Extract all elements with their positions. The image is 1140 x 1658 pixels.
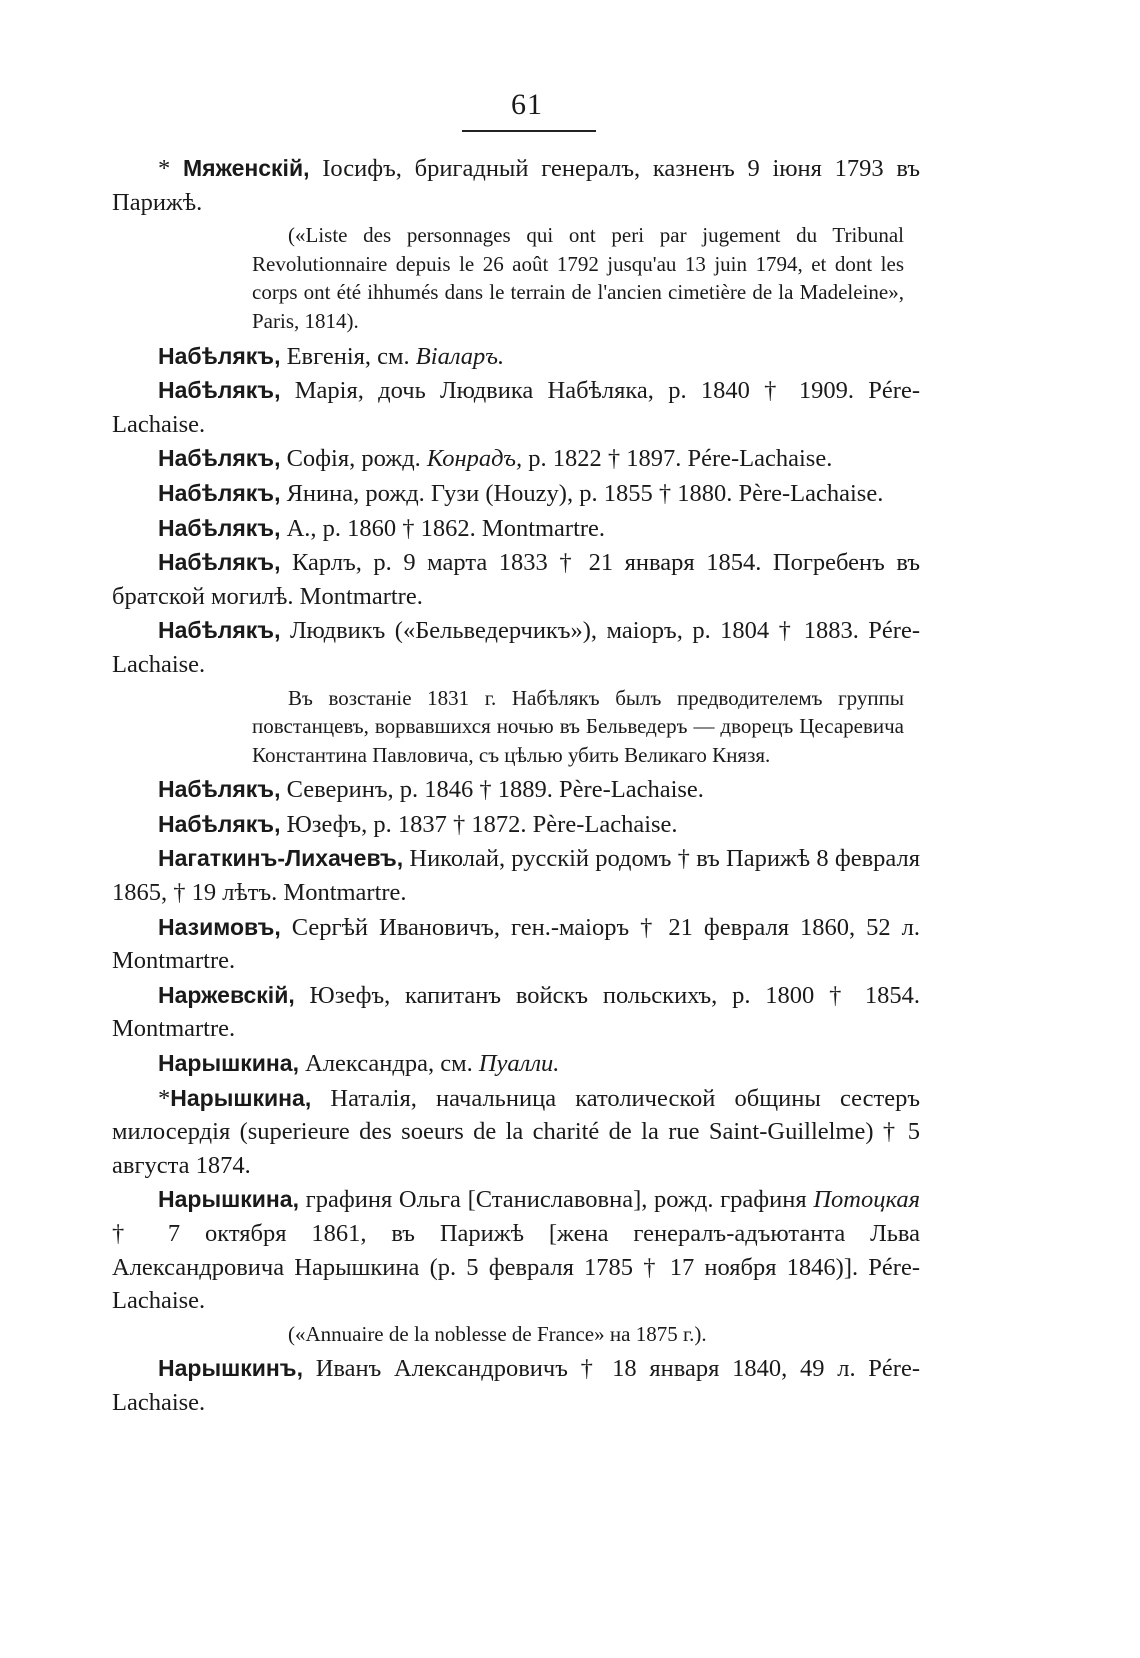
entry-headword: Набѣлякъ, [158, 377, 281, 404]
entry-star: * [158, 155, 171, 182]
entry-text: Софія, рожд. [280, 445, 427, 473]
entry-naryshkina-nataliya [112, 1082, 920, 1183]
entry-headword: Набѣлякъ, [158, 617, 281, 644]
entry-headword: Набѣлякъ, [158, 776, 281, 803]
entry-history-note: Въ возстаніе 1831 г. Набѣлякъ былъ предводителемъ группы повстанцевъ, ворвавшихся ночью въ Бельведеръ — дворецъ Цесаревича Константина Павловича, съ цѣлью убить Великаго Князя. [252, 685, 904, 767]
entry-headword: Наржевскій, [158, 981, 295, 1008]
entry-text-tail: † 7 октября 1861, въ Парижѣ [жена генералъ-адъютанта Льва Александровича Нарышкина (р. 5 февраля 1785 † 17 ноября 1846)]. Pére-Lachaise. [112, 1220, 920, 1315]
entry-naryshkina-aleksandra [112, 1047, 920, 1081]
entry-headword: Мяженскій, [182, 155, 310, 181]
entry-nazimov [112, 911, 920, 978]
entry-narzhevskiy [112, 979, 920, 1046]
entry-text: Людвикъ («Бельведерчикъ»), маіоръ, р. 1804 † 1883. Pére-Lachaise. [112, 617, 920, 678]
entries-list [112, 152, 920, 1421]
entry-text: Янина, рожд. Гузи (Houzy), р. 1855 † 1880. Père-Lachaise. [280, 479, 884, 507]
entry-nabelyak-evgeniya [112, 340, 920, 374]
entry-text: Николай, русскій родомъ † въ Парижѣ 8 февраля 1865, † 19 лѣтъ. Montmartre. [112, 845, 920, 907]
entry-text: Іосифъ, бригадный генералъ, казненъ 9 іюня 1793 въ Парижѣ. [112, 155, 921, 216]
entry-source-note: («Annuaire de la noblesse de France» на 1875 г.). [288, 1321, 707, 1346]
entry-headword: Нагаткинъ-Лихачевъ, [158, 845, 404, 872]
entry-text: Евгенія, см. [280, 342, 416, 370]
entry-text: Марія, дочь Людвика Набѣляка, р. 1840 † 1909. Pére-Lachaise. [112, 377, 920, 438]
entry-myazhenskiy [112, 152, 920, 219]
entry-nagatkin-likhachev [112, 842, 920, 909]
entry-text: Наталія, начальница католической общины сестеръ милосердія (superieure des soeurs de la charité de la rue Saint-Guillelme) † 5 августа 1874. [112, 1084, 920, 1179]
entry-source-note: («Liste des personnages qui ont peri par jugement du Tribunal Revolutionnaire depuis le 26 août 1792 jusqu'au 13 juin 1794, et dont les corps ont été ihhumés dans le terrain de l'ancien cimetière de la Madeleine», Paris, 1814). [252, 223, 904, 333]
entry-nabelyak-yanina [112, 477, 920, 511]
entry-naryshkina-olga [112, 1183, 920, 1317]
entry-headword: Назимовъ, [158, 913, 281, 940]
entry-headword: Набѣлякъ, [158, 445, 281, 472]
entry-naryshkin-ivan [112, 1352, 920, 1419]
entry-headword: Нарышкинъ, [158, 1355, 303, 1382]
entry-cross-reference: Пуалли. [478, 1050, 560, 1078]
entry-text: Иванъ Александровичъ † 18 января 1840, 49 л. Pére-Lachaise. [112, 1355, 920, 1416]
entry-text: Юзефъ, капитанъ войскъ польскихъ, р. 1800 † 1854. Montmartre. [112, 981, 920, 1043]
entry-text: Сергѣй Ивановичъ, ген.-маіоръ † 21 февраля 1860, 52 л. Montmartre. [112, 913, 920, 975]
entry-text: графиня Ольга [Станиславовна], рожд. графиня [299, 1186, 814, 1214]
entry-nabelyak-sofiya [112, 442, 920, 476]
entry-nabelyak-lyudvik [112, 614, 920, 681]
entry-star: * [158, 1084, 171, 1112]
entry-text: Юзефъ, р. 1837 † 1872. Père-Lachaise. [280, 810, 678, 838]
entry-nabelyak-karl [112, 546, 920, 613]
entry-headword: Нарышкина, [170, 1084, 312, 1111]
entry-text: Карлъ, р. 9 марта 1833 † 21 января 1854. Погребенъ въ братской могилѣ. Montmartre. [112, 549, 920, 610]
entry-headword: Набѣлякъ, [158, 514, 281, 541]
entry-nabelyak-a [112, 512, 920, 546]
entry-nabelyak-severin [112, 773, 920, 807]
entry-text: Александра, см. [299, 1050, 479, 1078]
entry-text-tail: р. 1822 † 1897. Pére-Lachaise. [522, 445, 833, 473]
entry-nabelyak-mariya [112, 374, 920, 441]
entry-cross-reference: Потоцкая [813, 1186, 920, 1214]
entry-cross-reference: Віаларъ. [415, 342, 505, 370]
entry-headword: Набѣлякъ, [158, 810, 281, 837]
entry-headword: Нарышкина, [158, 1186, 299, 1213]
entry-headword: Набѣлякъ, [158, 342, 281, 369]
entry-headword: Нарышкина, [158, 1050, 299, 1077]
page-number-rule [462, 130, 596, 132]
entry-nabelyak-yuzef [112, 808, 920, 842]
page-number: 61 [511, 88, 543, 121]
entry-cross-reference: Конрадъ, [426, 445, 523, 473]
entry-headword: Набѣлякъ, [158, 479, 281, 506]
entry-headword: Набѣлякъ, [158, 549, 281, 576]
entry-text: Северинъ, р. 1846 † 1889. Père-Lachaise. [280, 776, 704, 804]
entry-text: А., р. 1860 † 1862. Montmartre. [280, 514, 606, 542]
